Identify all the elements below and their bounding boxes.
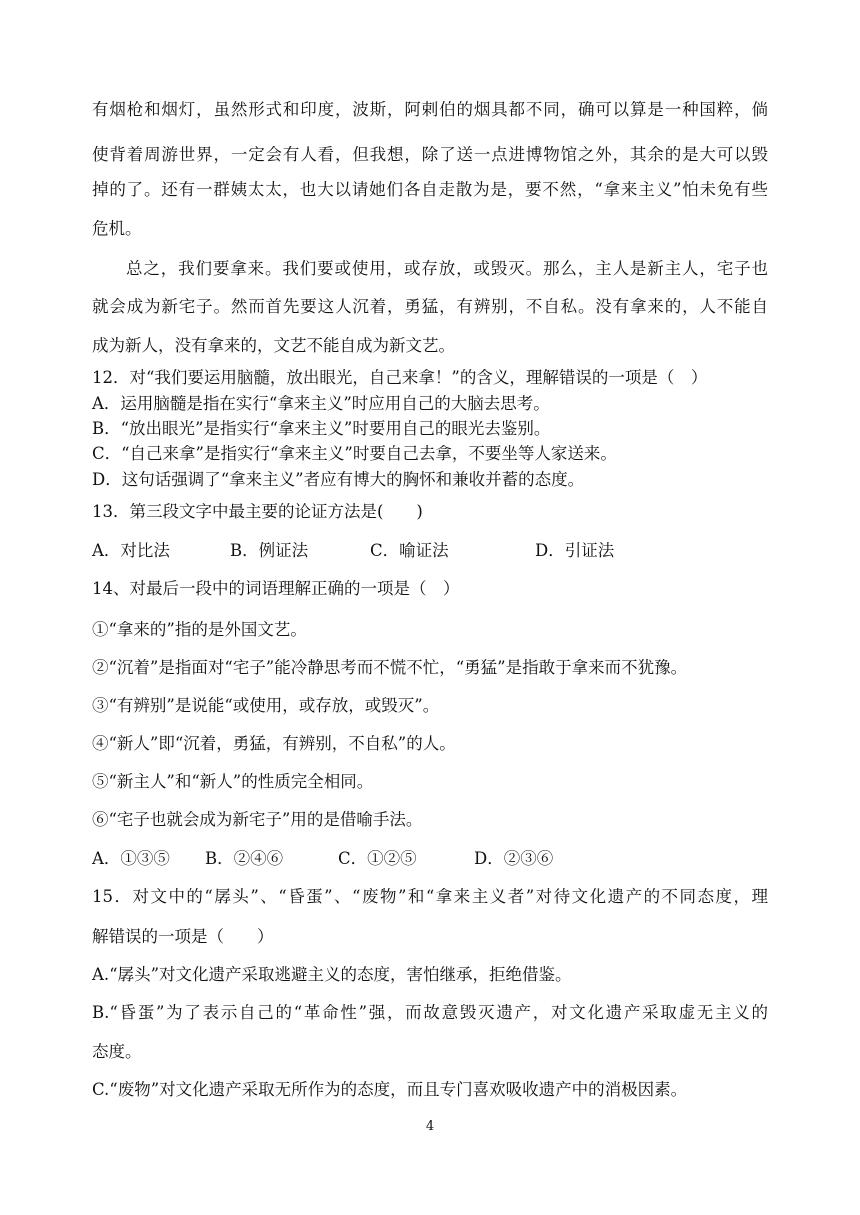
paragraph-2-line-1: 总之，我们要拿来。我们要或使用，或存放，或毁灭。那么，主人是新主人，宅子也 (126, 259, 768, 278)
question-15-option-b-line-2: 态度。 (92, 1042, 142, 1061)
question-14-stem: 14、对最后一段中的词语理解正确的一项是（ ） (92, 579, 460, 598)
paragraph-1-line-2: 使背着周游世界，一定会有人看，但我想，除了送一点进博物馆之外，其余的是大可以毁 (92, 145, 768, 164)
question-12-option-c: C．“自己来拿”是指实行“拿来主义”时要自己去拿，不要坐等人家送来。 (92, 444, 617, 463)
question-15-stem-line-1: 15．对文中的“孱头”、“昏蛋”、“废物”和“拿来主义者”对待文化遗产的不同态度，理 (92, 887, 768, 906)
question-15-option-b-line-1: B.“昏蛋”为了表示自己的“革命性”强，而故意毁灭遗产，对文化遗产采取虚无主义的 (92, 1003, 768, 1022)
page-number: 4 (425, 1119, 435, 1134)
question-14-item-2: ②“沉着”是指面对“宅子”能冷静思考而不慌不忙，“勇猛”是指敢于拿来而不犹豫。 (92, 658, 688, 677)
question-12-option-b: B．“放出眼光”是指实行“拿来主义”时要用自己的眼光去鉴别。 (92, 419, 551, 438)
question-13-stem: 13．第三段文字中最主要的论证方法是( ) (92, 502, 423, 521)
question-14-item-3: ③“有辨别”是说能“或使用，或存放，或毁灭”。 (92, 696, 440, 715)
question-14-option-b: B．②④⑥ (205, 849, 284, 868)
question-12-stem: 12．对“我们要运用脑髓，放出眼光，自己来拿！”的含义，理解错误的一项是（ ） (92, 368, 708, 387)
paragraph-2-line-3: 成为新人，没有拿来的，文艺不能自成为新文艺。 (92, 336, 455, 355)
paragraph-2-line-2: 就会成为新宅子。然而首先要这人沉着，勇猛，有辨别，不自私。没有拿来的，人不能自 (92, 297, 768, 316)
question-13-option-a: A．对比法 (92, 541, 170, 560)
question-14-item-1: ①“拿来的”指的是外国文艺。 (92, 620, 307, 639)
question-14-option-d: D．②③⑥ (474, 849, 554, 868)
question-15-option-c: C.“废物”对文化遗产采取无所作为的态度，而且专门喜欢吸收遗产中的消极因素。 (92, 1080, 688, 1099)
question-14-option-c: C．①②⑤ (338, 849, 417, 868)
question-14-item-4: ④“新人”即“沉着，勇猛，有辨别，不自私”的人。 (92, 734, 456, 753)
question-12-option-d: D．这句话强调了“拿来主义”者应有博大的胸怀和兼收并蓄的态度。 (92, 470, 585, 489)
question-13-option-c: C．喻证法 (370, 541, 449, 560)
paragraph-1-line-1: 有烟枪和烟灯，虽然形式和印度，波斯，阿剌伯的烟具都不同，确可以算是一种国粹，倘 (92, 100, 768, 119)
paragraph-1-line-3: 掉的了。还有一群姨太太，也大以请她们各自走散为是，要不然，“拿来主义”怕未免有些 (92, 180, 768, 199)
question-13-option-d: D．引证法 (535, 541, 615, 560)
paragraph-1-line-4: 危机。 (92, 219, 142, 238)
question-13-option-b: B．例证法 (230, 541, 309, 560)
question-14-item-5: ⑤“新主人”和“新人”的性质完全相同。 (92, 772, 374, 791)
question-14-option-a: A．①③⑤ (92, 849, 170, 868)
question-15-stem-line-2: 解错误的一项是（ ） (92, 927, 274, 946)
question-15-option-a: A.“孱头”对文化遗产采取逃避主义的态度，害怕继承，拒绝借鉴。 (92, 965, 572, 984)
question-14-item-6: ⑥“宅子也就会成为新宅子”用的是借喻手法。 (92, 810, 423, 829)
question-12-option-a: A．运用脑髓是指在实行“拿来主义”时应用自己的大脑去思考。 (92, 394, 550, 413)
